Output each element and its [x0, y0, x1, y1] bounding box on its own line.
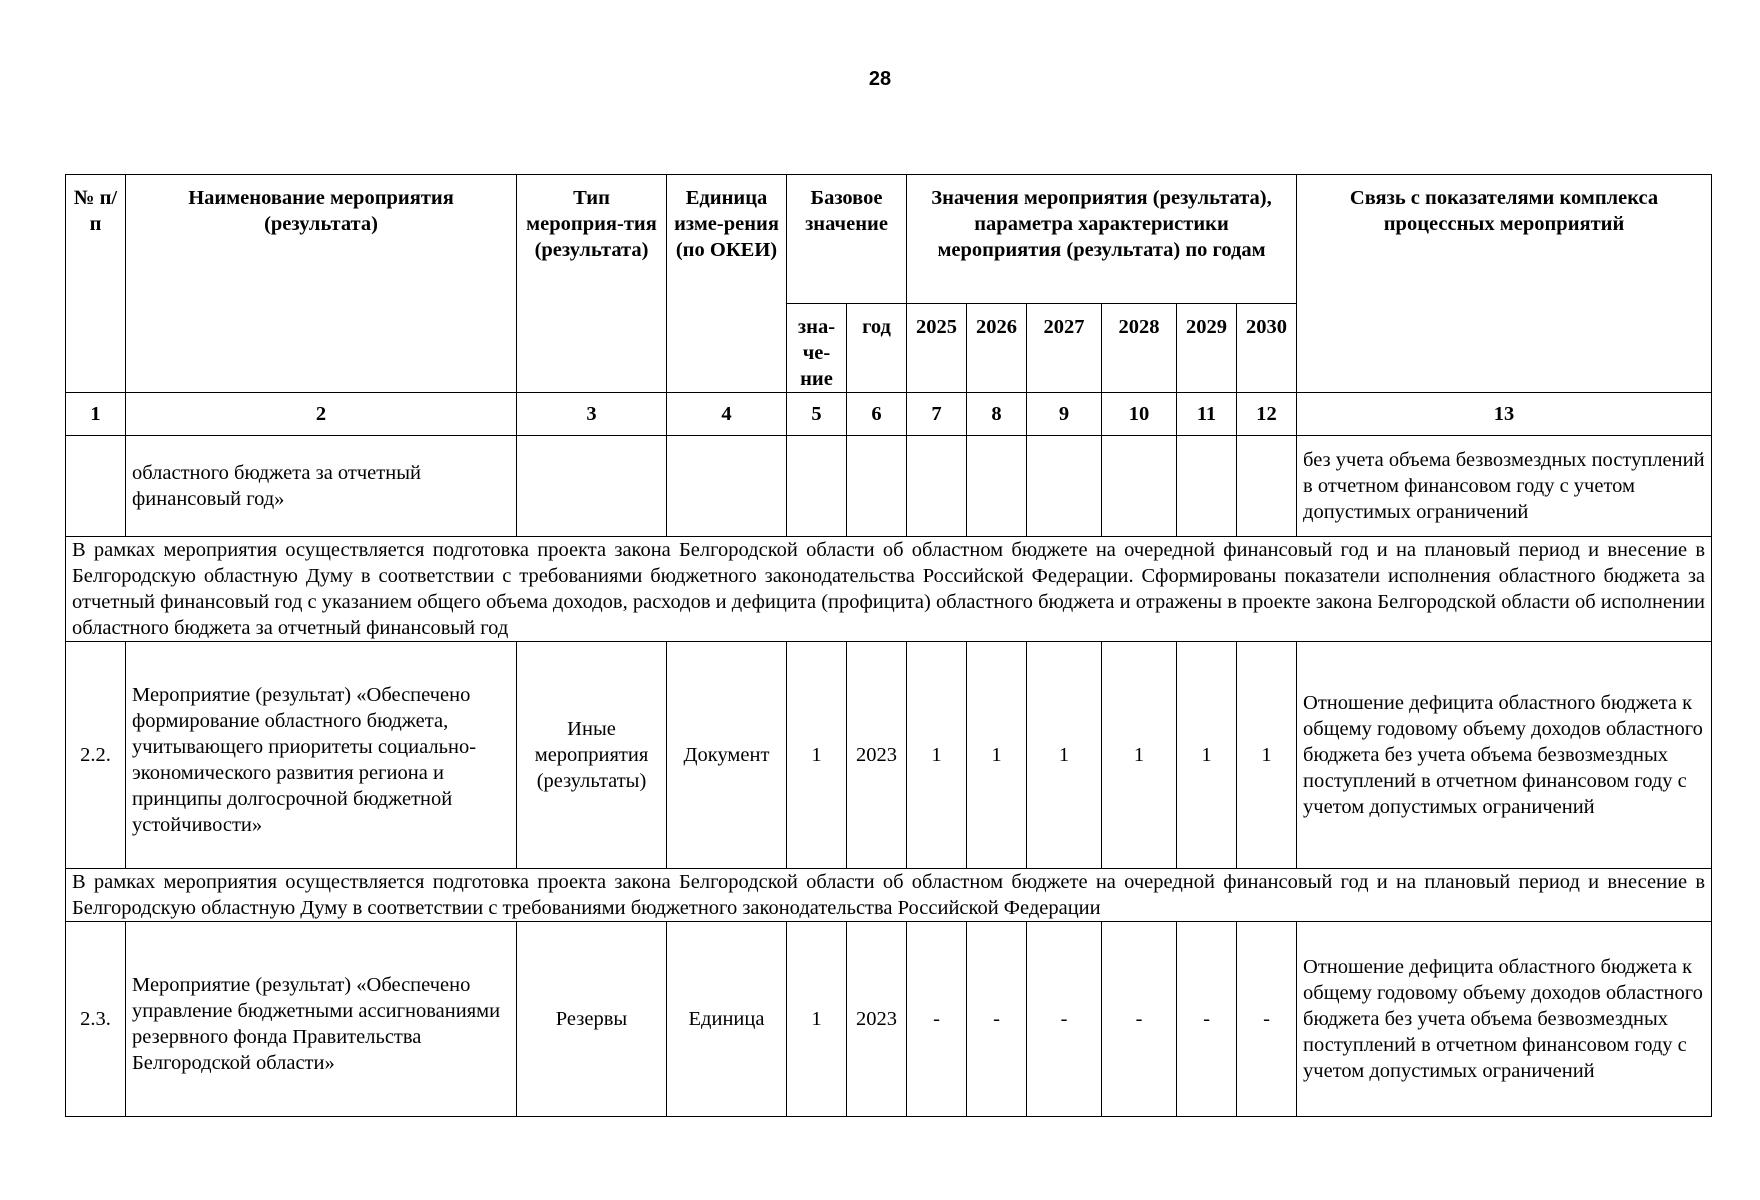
- column-number: 11: [1177, 393, 1237, 436]
- cell-year-value: -: [1102, 922, 1177, 1117]
- note-text: В рамках мероприятия осуществляется подготовка проекта закона Белгородской области об областном бюджете на очередной финансовый год и на плановый период и внесение в Белгородскую областную Думу в соответствии с требованиями бюджетного законодательства Российской Федерации. Сформированы показатели исполнения областного бюджета за отчетный финансовый год с указанием общего объема доходов, расходов и дефицита (профицита) областного бюджета и отражены в проекте закона Белгородской области об исполнении областного бюджета за отчетный финансовый год: [66, 537, 1712, 642]
- activities-table: [65, 174, 1712, 1117]
- cell-year-value: -: [907, 922, 967, 1117]
- column-numbers-row: [66, 393, 1712, 436]
- cell-year-value: 1: [1237, 642, 1297, 869]
- column-number: 1: [66, 393, 126, 436]
- header-sub-year: год: [847, 304, 907, 393]
- column-number: 13: [1297, 393, 1712, 436]
- cell-unit: Единица: [667, 922, 787, 1117]
- cell-empty: [517, 436, 667, 537]
- cell-year-value: -: [1027, 922, 1102, 1117]
- cell-empty: [667, 436, 787, 537]
- cell-no: 2.2.: [66, 642, 126, 869]
- cell-link: Отношение дефицита областного бюджета к общему годовому объему доходов областного бюджета без учета объема безвозмездных поступлений в отчетном финансовом году с учетом допустимых ограничений: [1297, 642, 1712, 869]
- header-unit: Единица изме-рения (по ОКЕИ): [667, 175, 787, 393]
- table-row: [66, 922, 1712, 1117]
- cell-year-value: 1: [1027, 642, 1102, 869]
- cell-empty: [1237, 436, 1297, 537]
- cell-no: 2.3.: [66, 922, 126, 1117]
- cell-year-value: 1: [967, 642, 1027, 869]
- cell-year-value: 1: [907, 642, 967, 869]
- note-text: В рамках мероприятия осуществляется подготовка проекта закона Белгородской области об областном бюджете на очередной финансовый год и на плановый период и внесение в Белгородскую областную Думу в соответствии с требованиями бюджетного законодательства Российской Федерации: [66, 869, 1712, 922]
- header-name: Наименование мероприятия (результата): [126, 175, 517, 393]
- page-number: 28: [868, 68, 892, 90]
- header-year: 2025: [907, 304, 967, 393]
- header-year: 2027: [1027, 304, 1102, 393]
- header-type: Тип мероприя-тия (результата): [517, 175, 667, 393]
- cell-type: Резервы: [517, 922, 667, 1117]
- cell-empty: [787, 436, 847, 537]
- column-number: 10: [1102, 393, 1177, 436]
- cell-empty: [967, 436, 1027, 537]
- header-year: 2028: [1102, 304, 1177, 393]
- column-number: 8: [967, 393, 1027, 436]
- header-values: Значения мероприятия (результата), параметра характеристики мероприятия (результата) по годам: [907, 175, 1297, 304]
- cell-year-value: -: [1177, 922, 1237, 1117]
- header-base: Базовое значение: [787, 175, 907, 304]
- header-sub-value: зна-че-ние: [787, 304, 847, 393]
- cell-base-year: 2023: [847, 642, 907, 869]
- cell-name: Мероприятие (результат) «Обеспечено формирование областного бюджета, учитывающего приоритеты социально-экономического развития региона и принципы долгосрочной бюджетной устойчивости»: [126, 642, 517, 869]
- note-row: [66, 869, 1712, 922]
- cell-empty: [1027, 436, 1102, 537]
- table-row-continued: [66, 436, 1712, 537]
- cell-name: Мероприятие (результат) «Обеспечено управление бюджетными ассигнованиями резервного фонда Правительства Белгородской области»: [126, 922, 517, 1117]
- header-year: 2030: [1237, 304, 1297, 393]
- column-number: 12: [1237, 393, 1297, 436]
- cell-type: Иные мероприятия (результаты): [517, 642, 667, 869]
- column-number: 4: [667, 393, 787, 436]
- cell-link: Отношение дефицита областного бюджета к общему годовому объему доходов областного бюджета без учета объема безвозмездных поступлений в отчетном финансовом году с учетом допустимых ограничений: [1297, 922, 1712, 1117]
- cell-empty: [66, 436, 126, 537]
- column-number: 9: [1027, 393, 1102, 436]
- cell-base-value: 1: [787, 922, 847, 1117]
- header-link: Связь с показателями комплекса процессных мероприятий: [1297, 175, 1712, 393]
- column-number: 5: [787, 393, 847, 436]
- column-number: 2: [126, 393, 517, 436]
- cell-year-value: -: [1237, 922, 1297, 1117]
- header-no: № п/п: [66, 175, 126, 393]
- cell-name: областного бюджета за отчетный финансовый год»: [126, 436, 517, 537]
- cell-empty: [907, 436, 967, 537]
- cell-base-year: 2023: [847, 922, 907, 1117]
- column-number: 7: [907, 393, 967, 436]
- header-row: [66, 175, 1712, 304]
- cell-link: без учета объема безвозмездных поступлений в отчетном финансовом году с учетом допустимых ограничений: [1297, 436, 1712, 537]
- cell-unit: Документ: [667, 642, 787, 869]
- note-row: [66, 537, 1712, 642]
- cell-base-value: 1: [787, 642, 847, 869]
- column-number: 6: [847, 393, 907, 436]
- cell-empty: [1102, 436, 1177, 537]
- cell-empty: [1177, 436, 1237, 537]
- cell-year-value: 1: [1177, 642, 1237, 869]
- column-number: 3: [517, 393, 667, 436]
- table-row: [66, 642, 1712, 869]
- cell-empty: [847, 436, 907, 537]
- header-year: 2026: [967, 304, 1027, 393]
- cell-year-value: -: [967, 922, 1027, 1117]
- header-year: 2029: [1177, 304, 1237, 393]
- cell-year-value: 1: [1102, 642, 1177, 869]
